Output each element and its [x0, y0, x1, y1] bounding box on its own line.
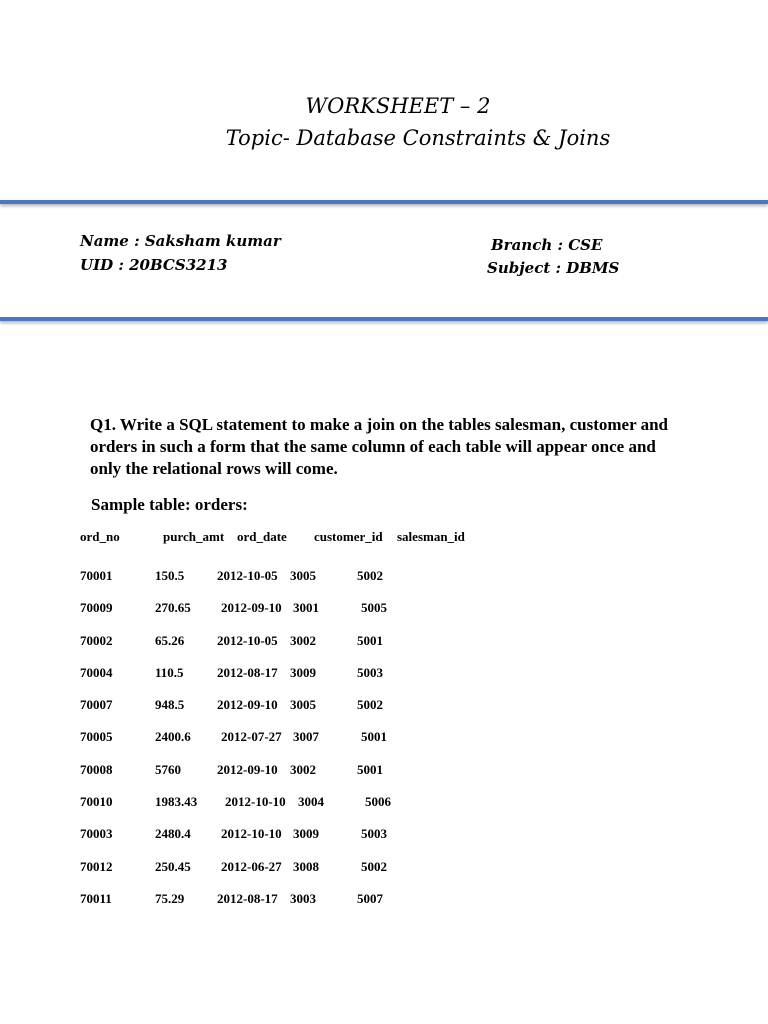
cell-salesman-id: 5006: [365, 794, 391, 809]
table-row: [0, 600, 768, 618]
sample-table-label: Sample table: orders:: [91, 495, 248, 514]
cell-ord-date: 2012-10-10: [221, 826, 282, 841]
cell-ord-no: 70002: [80, 633, 113, 648]
cell-purch-amt: 2480.4: [155, 826, 191, 841]
cell-ord-no: 70003: [80, 826, 113, 841]
cell-customer-id: 3001: [293, 600, 319, 615]
table-row: [0, 826, 768, 844]
cell-customer-id: 3009: [290, 665, 316, 680]
cell-salesman-id: 5003: [357, 665, 383, 680]
column-header-customer-id: customer_id: [314, 529, 383, 544]
cell-ord-date: 2012-06-27: [221, 859, 282, 874]
cell-purch-amt: 5760: [155, 762, 181, 777]
cell-purch-amt: 110.5: [155, 665, 184, 680]
table-row: [0, 794, 768, 812]
cell-purch-amt: 75.29: [155, 891, 185, 906]
column-header-ord-no: ord_no: [80, 529, 120, 544]
cell-customer-id: 3005: [290, 697, 316, 712]
cell-salesman-id: 5005: [361, 600, 387, 615]
cell-customer-id: 3008: [293, 859, 319, 874]
worksheet-title: WORKSHEET – 2: [305, 94, 491, 118]
cell-ord-date: 2012-09-10: [217, 697, 278, 712]
student-subject: Subject : DBMS: [487, 259, 620, 277]
cell-customer-id: 3004: [298, 794, 324, 809]
student-branch: Branch : CSE: [491, 236, 603, 254]
cell-purch-amt: 2400.6: [155, 729, 191, 744]
cell-purch-amt: 948.5: [155, 697, 185, 712]
table-row: [0, 697, 768, 715]
cell-purch-amt: 270.65: [155, 600, 191, 615]
topic-title: Topic- Database Constraints & Joins: [225, 126, 611, 150]
cell-customer-id: 3002: [290, 762, 316, 777]
cell-salesman-id: 5003: [361, 826, 387, 841]
cell-ord-date: 2012-09-10: [217, 762, 278, 777]
cell-ord-date: 2012-08-17: [217, 665, 278, 680]
question-text: Q1. Write a SQL statement to make a join on the tables salesman, customer and orders in such a form that the same column of each table will appear once and only the relational rows will come.: [90, 415, 668, 478]
cell-ord-no: 70005: [80, 729, 113, 744]
cell-salesman-id: 5002: [357, 697, 383, 712]
cell-ord-date: 2012-07-27: [221, 729, 282, 744]
cell-ord-no: 70001: [80, 568, 113, 583]
top-divider: [0, 200, 768, 204]
cell-salesman-id: 5002: [361, 859, 387, 874]
cell-customer-id: 3002: [290, 633, 316, 648]
table-row: [0, 859, 768, 877]
column-header-purch-amt: purch_amt: [163, 529, 225, 544]
student-uid: UID : 20BCS3213: [80, 256, 228, 274]
cell-ord-no: 70008: [80, 762, 113, 777]
cell-purch-amt: 250.45: [155, 859, 191, 874]
cell-customer-id: 3005: [290, 568, 316, 583]
cell-ord-date: 2012-10-05: [217, 568, 278, 583]
cell-salesman-id: 5007: [357, 891, 383, 906]
column-header-salesman-id: salesman_id: [397, 529, 465, 544]
cell-ord-no: 70011: [80, 891, 112, 906]
cell-ord-date: 2012-09-10: [221, 600, 282, 615]
cell-ord-no: 70009: [80, 600, 113, 615]
table-row: [0, 633, 768, 651]
cell-salesman-id: 5002: [357, 568, 383, 583]
cell-salesman-id: 5001: [357, 762, 383, 777]
table-header-row: [0, 529, 768, 547]
cell-ord-no: 70007: [80, 697, 113, 712]
cell-purch-amt: 1983.43: [155, 794, 198, 809]
cell-salesman-id: 5001: [357, 633, 383, 648]
cell-ord-date: 2012-08-17: [217, 891, 278, 906]
table-row: [0, 762, 768, 780]
cell-customer-id: 3003: [290, 891, 316, 906]
table-row: [0, 665, 768, 683]
cell-customer-id: 3007: [293, 729, 319, 744]
student-name: Name : Saksham kumar: [80, 232, 281, 250]
column-header-ord-date: ord_date: [237, 529, 287, 544]
cell-purch-amt: 65.26: [155, 633, 185, 648]
cell-ord-no: 70004: [80, 665, 113, 680]
table-row: [0, 568, 768, 586]
bottom-divider: [0, 317, 768, 321]
cell-ord-date: 2012-10-05: [217, 633, 278, 648]
cell-customer-id: 3009: [293, 826, 319, 841]
cell-salesman-id: 5001: [361, 729, 387, 744]
cell-ord-no: 70012: [80, 859, 113, 874]
cell-ord-date: 2012-10-10: [225, 794, 286, 809]
table-row: [0, 891, 768, 909]
cell-purch-amt: 150.5: [155, 568, 185, 583]
table-row: [0, 729, 768, 747]
cell-ord-no: 70010: [80, 794, 113, 809]
